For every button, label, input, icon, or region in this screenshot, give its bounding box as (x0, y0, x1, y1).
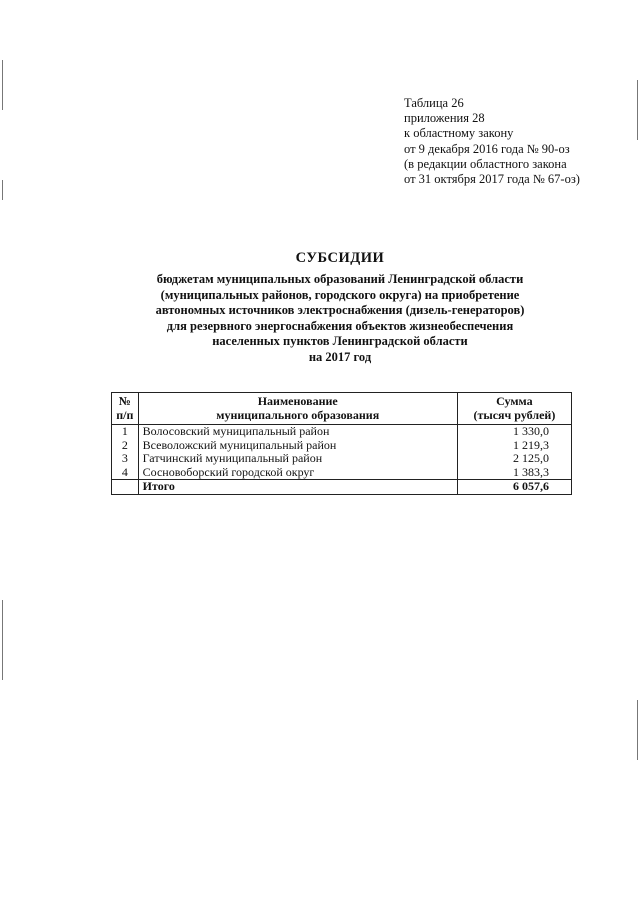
header-name-line2: муниципального образования (216, 407, 380, 422)
scan-edge-mark (2, 60, 3, 110)
title-heading: СУБСИДИИ (295, 250, 385, 266)
total-amount: 6 057,6 (457, 480, 571, 495)
total-label: Итого (138, 480, 457, 495)
total-row (112, 480, 572, 495)
row-amount: 1 330,0 (457, 425, 571, 439)
subsidy-table (111, 392, 572, 495)
reference-law: к областному закону (404, 126, 514, 141)
table-header-row (112, 393, 572, 425)
header-amount (457, 393, 571, 425)
row-amount: 1 383,3 (457, 466, 571, 480)
title-line: (муниципальных районов, городского округа) на приобретение (160, 287, 520, 302)
scan-edge-mark (2, 180, 3, 200)
scan-edge-mark (637, 80, 638, 140)
header-name (138, 393, 457, 425)
title-line: автономных источников электроснабжения (дизель-генераторов) (155, 303, 525, 318)
header-amount-line2: (тысяч рублей) (473, 407, 556, 422)
document-title (110, 250, 570, 366)
table-row (112, 452, 572, 466)
header-number (112, 393, 139, 425)
row-number: 4 (112, 466, 139, 480)
appendix-reference (404, 96, 580, 187)
row-municipality: Волосовский муниципальный район (138, 425, 457, 439)
header-amount-line1: Сумма (496, 394, 533, 408)
reference-appendix: приложения 28 (404, 111, 485, 126)
table-row (112, 466, 572, 480)
total-number (112, 480, 139, 495)
reference-law-date: от 9 декабря 2016 года № 90-оз (404, 141, 570, 156)
row-number: 3 (112, 452, 139, 466)
table-row (112, 439, 572, 453)
table-row (112, 425, 572, 439)
scan-edge-mark (637, 700, 638, 760)
row-amount: 2 125,0 (457, 452, 571, 466)
reference-edition-date: от 31 октября 2017 года № 67-оз) (404, 172, 580, 187)
row-municipality: Всеволожский муниципальный район (138, 439, 457, 453)
scan-edge-mark (2, 600, 3, 680)
reference-edition: (в редакции областного закона (404, 156, 567, 171)
row-municipality: Гатчинский муниципальный район (138, 452, 457, 466)
row-amount: 1 219,3 (457, 439, 571, 453)
title-line: для резервного энергоснабжения объектов жизнеобеспечения (166, 318, 514, 333)
header-number-symbol: № (118, 394, 131, 408)
reference-table-number: Таблица 26 (404, 96, 464, 110)
title-line: бюджетам муниципальных образований Ленинградской области (156, 272, 524, 286)
row-municipality: Сосновоборский городской округ (138, 466, 457, 480)
header-number-label: п/п (116, 407, 134, 422)
row-number: 1 (112, 425, 139, 439)
title-line: населенных пунктов Ленинградской области (212, 334, 468, 349)
header-name-line1: Наименование (257, 394, 338, 408)
title-line: на 2017 год (308, 349, 372, 364)
row-number: 2 (112, 439, 139, 453)
